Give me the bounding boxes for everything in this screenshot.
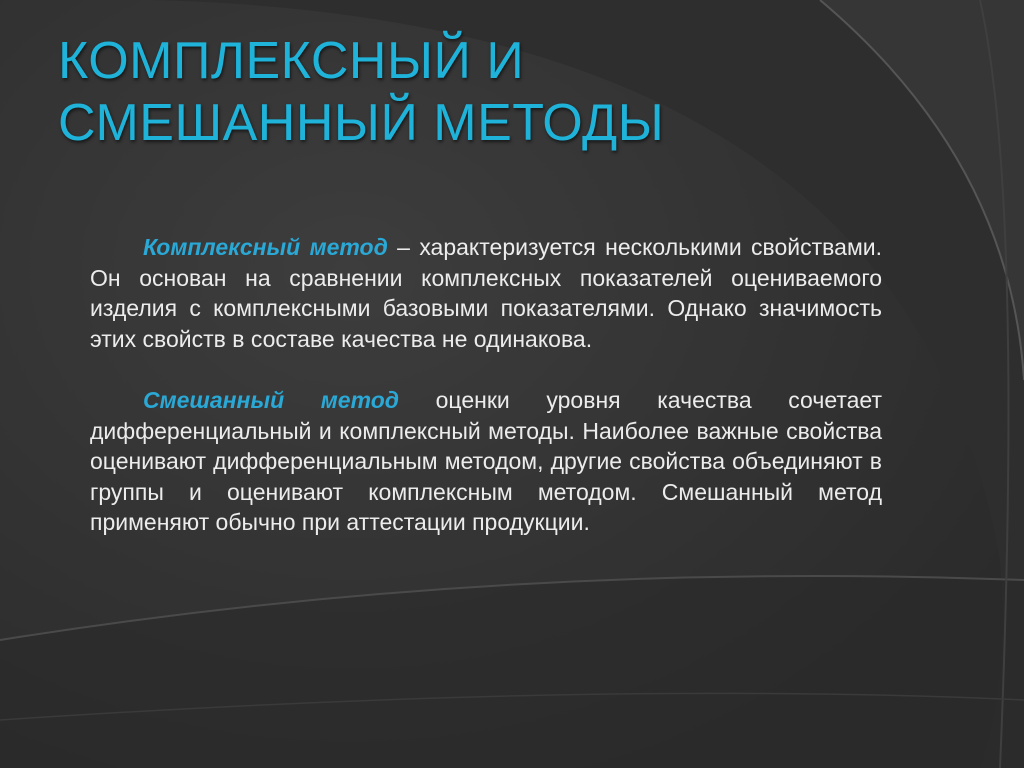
slide-title (58, 30, 958, 154)
paragraph-complex-method (90, 232, 882, 354)
paragraph-text: – характеризуется несколькими свойствами. Он основан на сравнении комплексных показателей оцениваемого изделия с комплексными базовыми показателями. Однако значимость этих свойств в составе качества не одинакова. (90, 234, 882, 352)
slide-body (90, 232, 882, 569)
term-complex-method: Комплексный метод (143, 234, 388, 260)
title-line-1: КОМПЛЕКСНЫЙ И (58, 32, 525, 90)
title-line-2: СМЕШАННЫЙ МЕТОДЫ (58, 94, 665, 152)
term-mixed-method: Смешанный метод (143, 387, 399, 413)
paragraph-mixed-method (90, 385, 882, 538)
paragraph-text: оценки уровня качества сочетает дифференциальный и комплексный методы. Наиболее важные свойства оценивают дифференциальным методом, другие свойства объединяют в группы и оценивают комплексным методом. Смешанный метод применяют обычно при аттестации продукции. (90, 387, 882, 535)
